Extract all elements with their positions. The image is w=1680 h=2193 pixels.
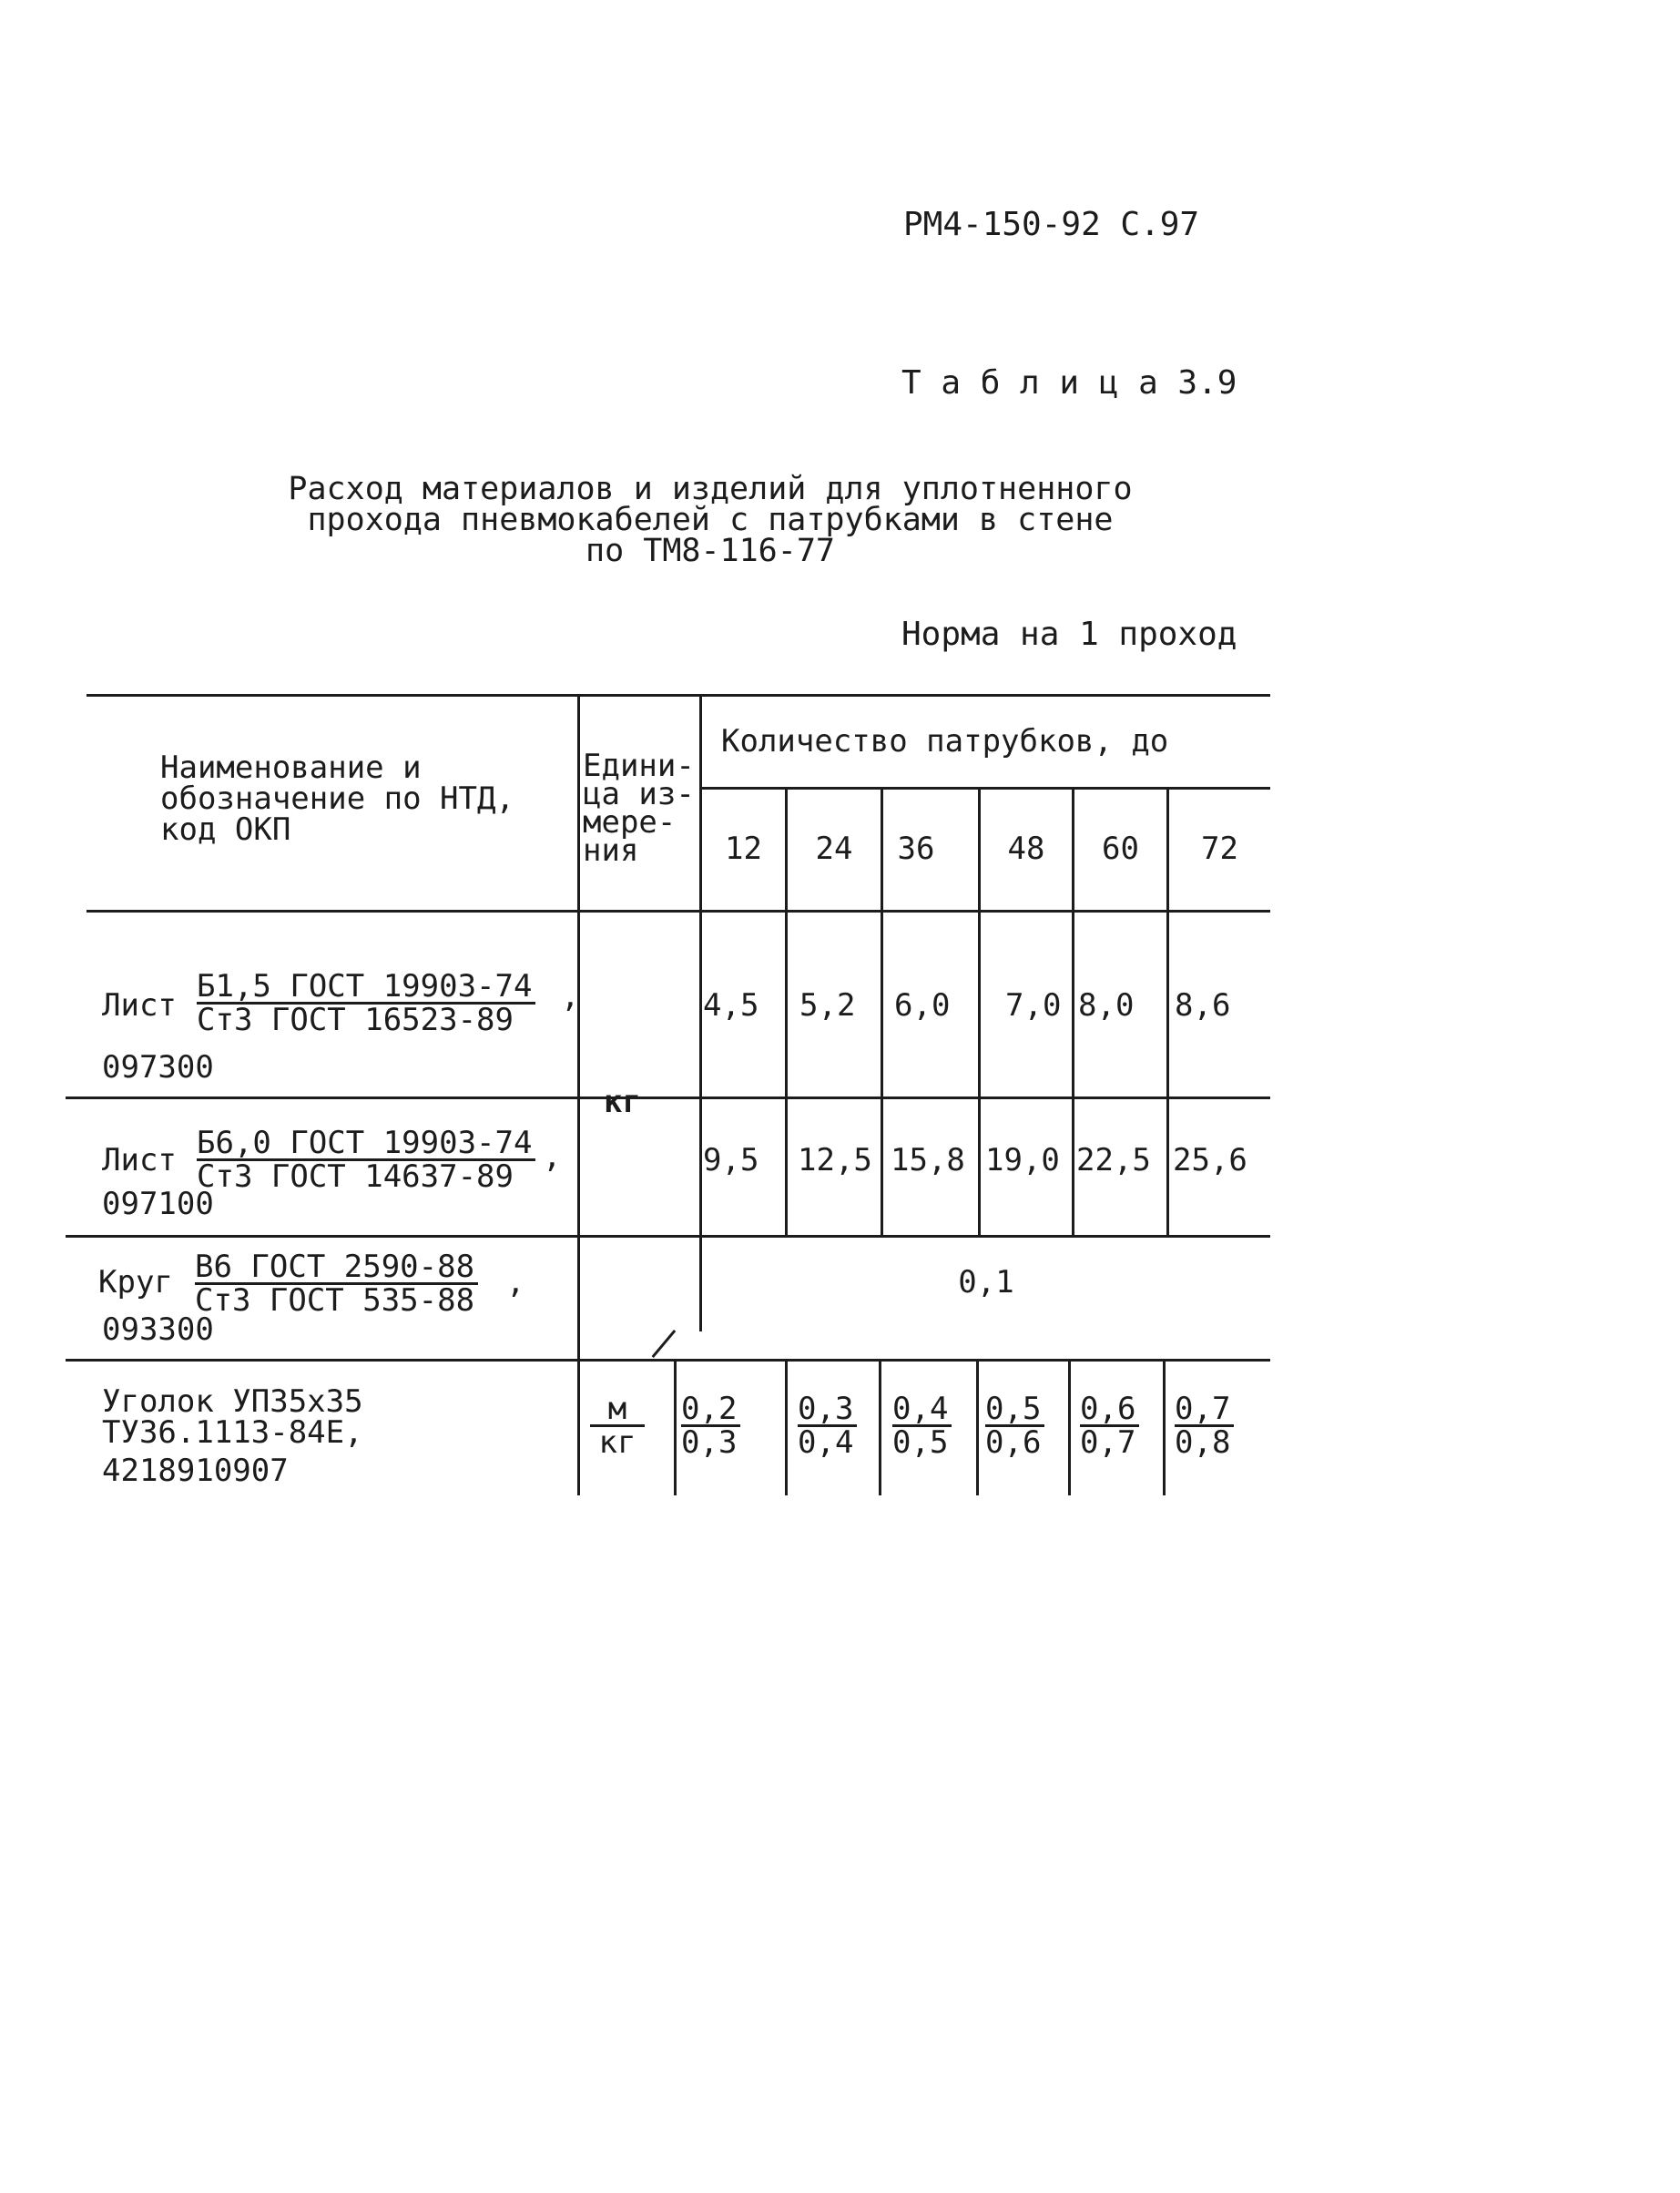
row4-v36 — [892, 1391, 952, 1461]
row2-spec-num: Б6,0 ГОСТ 19903-74 — [197, 1127, 535, 1161]
header-unit-line-2: ца из- — [583, 776, 695, 812]
header-unit — [583, 748, 695, 869]
hline-top — [87, 694, 1270, 697]
row4-name-line-1: Уголок УП35х35 — [102, 1383, 363, 1420]
row4-v12 — [681, 1391, 740, 1461]
row4-v36-den: 0,5 — [892, 1424, 949, 1461]
row1-v48: 7,0 — [1005, 987, 1062, 1024]
row2-v24: 12,5 — [798, 1142, 872, 1178]
vline-c2-last — [879, 1359, 881, 1495]
row2-v36: 15,8 — [891, 1142, 965, 1178]
row4-v72-den: 0,8 — [1175, 1424, 1231, 1461]
count-48: 48 — [1007, 831, 1045, 867]
row2-comma: , — [543, 1138, 562, 1175]
row2-v48: 19,0 — [985, 1142, 1060, 1178]
count-24: 24 — [815, 831, 853, 867]
vline-unit-values — [699, 694, 702, 1331]
table-label: Т а б л и ц а 3.9 — [901, 364, 1237, 402]
row2-prefix: Лист — [102, 1142, 177, 1178]
header-unit-line-3: мере- — [583, 804, 677, 841]
row1-spec-den: Ст3 ГОСТ 16523-89 — [197, 1002, 514, 1038]
row3-spec-fraction — [195, 1249, 478, 1319]
row3-comma: , — [506, 1264, 525, 1300]
row4-v72-num: 0,7 — [1175, 1393, 1234, 1427]
row2-spec-fraction — [197, 1125, 535, 1195]
row1-comma: , — [561, 978, 580, 1015]
title-line-1: Расход материалов и изделий для уплотненного — [288, 471, 1133, 507]
row3-prefix: Круг — [98, 1264, 173, 1300]
row3-spec-num: В6 ГОСТ 2590-88 — [195, 1251, 478, 1285]
vline-unit-values-last — [674, 1359, 677, 1495]
row1-code: 097300 — [102, 1049, 214, 1086]
header-name-line-1: Наименование и — [160, 750, 422, 786]
norm-note: Норма на 1 проход — [901, 616, 1237, 653]
vline-c3-last — [976, 1359, 979, 1495]
row1-v24: 5,2 — [799, 987, 856, 1024]
row4-unit-fraction — [590, 1391, 645, 1461]
table-title — [273, 471, 1147, 569]
header-name-line-3: код ОКП — [160, 811, 291, 848]
row3-code: 093300 — [102, 1311, 214, 1348]
count-12: 12 — [725, 831, 762, 867]
count-60: 60 — [1102, 831, 1139, 867]
title-line-2: прохода пневмокабелей с патрубками в стене — [307, 502, 1114, 538]
vline-c5-last — [1163, 1359, 1166, 1495]
row1-v60: 8,0 — [1078, 987, 1135, 1024]
title-line-3: по ТМ8-116-77 — [585, 533, 835, 569]
row2-v60: 22,5 — [1076, 1142, 1151, 1178]
header-unit-line-4: ния — [583, 832, 639, 869]
row4-unit-den: кг — [598, 1424, 636, 1461]
row4-v48 — [985, 1391, 1044, 1461]
hline-row2 — [66, 1235, 1270, 1238]
vline-name-unit — [577, 694, 580, 1495]
row4-v48-num: 0,5 — [985, 1393, 1044, 1427]
row4-v36-num: 0,4 — [892, 1393, 952, 1427]
vline-c4-last — [1068, 1359, 1071, 1495]
hline-row1 — [66, 1096, 1270, 1099]
vline-jog — [652, 1330, 677, 1358]
row4-name — [102, 1383, 363, 1489]
row1-v12: 4,5 — [703, 987, 759, 1024]
header-qty-title: Количество патрубков, до — [721, 723, 1169, 760]
row1-v36: 6,0 — [894, 987, 951, 1024]
row4-v60-num: 0,6 — [1080, 1393, 1139, 1427]
row3-value-all: 0,1 — [958, 1264, 1014, 1300]
row4-v72 — [1175, 1391, 1234, 1461]
document-code: РМ4-150-92 С.97 — [903, 206, 1200, 243]
row4-name-line-3: 4218910907 — [102, 1453, 289, 1489]
header-unit-line-1: Едини- — [583, 748, 695, 784]
row4-unit-num: м — [590, 1393, 645, 1427]
row3-spec-den: Ст3 ГОСТ 535-88 — [195, 1282, 475, 1319]
row1-v72: 8,6 — [1175, 987, 1231, 1024]
row4-v24-num: 0,3 — [798, 1393, 857, 1427]
hline-row3 — [66, 1359, 1270, 1362]
count-36: 36 — [897, 831, 935, 867]
row4-v48-den: 0,6 — [985, 1424, 1042, 1461]
row1-prefix: Лист — [102, 987, 177, 1024]
row2-v12: 9,5 — [703, 1142, 759, 1178]
unit-kg: кг — [604, 1084, 641, 1120]
row4-v24 — [798, 1391, 857, 1461]
count-72: 72 — [1201, 831, 1238, 867]
hline-header-bottom — [87, 910, 1270, 913]
row1-spec-fraction — [197, 968, 535, 1038]
row4-v12-num: 0,2 — [681, 1393, 740, 1427]
vline-c1-last — [785, 1359, 788, 1495]
row2-code: 097100 — [102, 1186, 214, 1222]
row4-name-line-2: ТУ36.1113-84Е, — [102, 1414, 363, 1451]
row4-v60 — [1080, 1391, 1139, 1461]
row2-v72: 25,6 — [1173, 1142, 1247, 1178]
header-name-line-2: обозначение по НТД, — [160, 780, 514, 817]
row4-v24-den: 0,4 — [798, 1424, 854, 1461]
row4-v60-den: 0,7 — [1080, 1424, 1136, 1461]
header-name — [160, 750, 514, 848]
row4-v12-den: 0,3 — [681, 1424, 738, 1461]
row2-spec-den: Ст3 ГОСТ 14637-89 — [197, 1158, 514, 1195]
row1-spec-num: Б1,5 ГОСТ 19903-74 — [197, 971, 535, 1005]
